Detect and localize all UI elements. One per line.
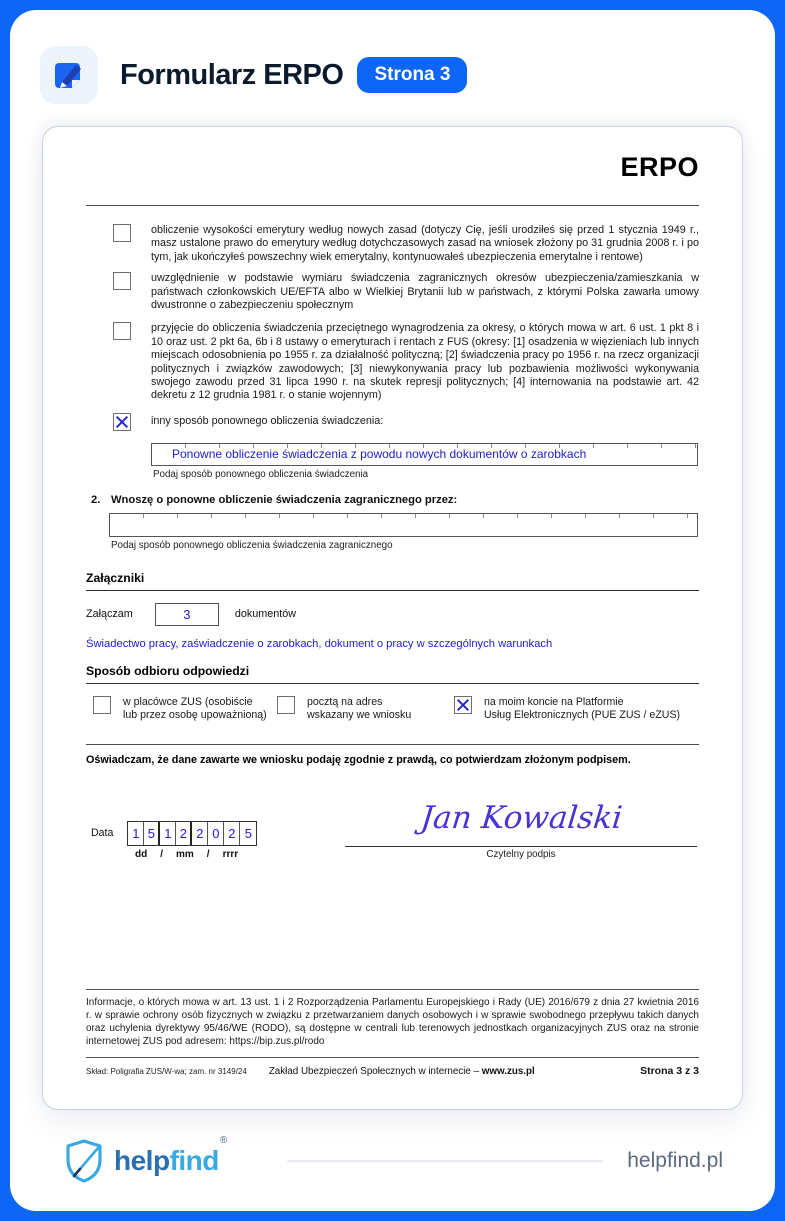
app-card [10, 10, 775, 1211]
date-digit[interactable]: 2 [224, 822, 240, 845]
header [40, 46, 467, 104]
other-method-input[interactable] [151, 443, 698, 466]
date-digit[interactable]: 0 [208, 822, 224, 845]
registered-mark: ® [219, 1135, 227, 1146]
foreign-benefit-input[interactable] [109, 513, 698, 537]
option-row-other-method [113, 413, 699, 431]
option-row-foreign-periods [113, 272, 699, 312]
attachments-label-before: Załączam [86, 608, 133, 621]
attachments-label-after: dokumentów [234, 608, 297, 621]
brand-footer [64, 1137, 723, 1185]
date-digit[interactable]: 5 [244, 825, 252, 841]
option-row-new-rules [113, 224, 699, 264]
delivery-option-label: pocztą na adres wskazany we wniosku [307, 695, 412, 721]
attachments-count-input[interactable] [155, 603, 219, 626]
divider [86, 744, 699, 745]
footer-divider [287, 1160, 604, 1162]
checkbox-pue[interactable] [454, 696, 472, 714]
date-format-labels: dd / mm / rrrr [135, 848, 239, 860]
divider [86, 989, 699, 990]
section2-number: 2. [91, 493, 101, 506]
checkbox-average-wage[interactable] [113, 322, 131, 340]
date-digit[interactable]: 1 [128, 822, 144, 845]
document-footer [86, 1065, 699, 1077]
section2-heading [91, 494, 699, 506]
date-signature-row [86, 800, 699, 860]
form-title: ERPO [620, 152, 699, 182]
page-number: Strona 3 z 3 [640, 1065, 699, 1077]
x-mark-icon [114, 414, 130, 430]
site-link[interactable]: helpfind.pl [627, 1149, 723, 1172]
date-digit[interactable]: 2 [176, 822, 192, 845]
date-label: Data [91, 827, 114, 840]
form-edit-icon [40, 46, 98, 104]
zus-info: Zakład Ubezpieczeń Społecznych w internecie – www.zus.pl [268, 1066, 535, 1077]
attachments-row [86, 603, 699, 626]
attachments-count-value: 3 [183, 606, 191, 622]
checkbox-new-rules[interactable] [113, 224, 131, 242]
delivery-option-label: w placówce ZUS (osobiście lub przez osobę upoważnioną) [123, 695, 267, 721]
foreign-benefit-hint: Podaj sposób ponownego obliczenia świadczenia zagranicznego [111, 539, 393, 551]
option-label: uwzględnienie w podstawie wymiaru świadczenia zagranicznych okresów ubezpieczenia/zamieszkania w państwach członkowskich UE/EFTA albo w Wielkiej Brytanii lub w państwach, z którymi Polska zawarła umowy dwustronne o zabezpieczeniu społecznym [151, 272, 699, 312]
divider [86, 1057, 699, 1058]
page-title: Formularz ERPO [120, 58, 344, 91]
attachments-description: Świadectwo pracy, zaświadczenie o zarobkach, dokument o pracy w szczególnych warunkach [86, 637, 553, 650]
other-method-value: Ponowne obliczenie świadczenia z powodu nowych dokumentów o zarobkach [172, 447, 587, 462]
delivery-options [86, 696, 699, 722]
declaration-text: Oświadczam, że dane zawarte we wniosku podaję zgodnie z prawdą, co potwierdzam złożonym podpisem. [86, 753, 631, 766]
attachments-heading: Załączniki [86, 571, 699, 591]
date-digit[interactable]: 1 [160, 822, 176, 845]
checkbox-foreign-periods[interactable] [113, 272, 131, 290]
shield-pen-icon [64, 1138, 104, 1184]
brand-wordmark: helpfind® [114, 1135, 227, 1176]
delivery-option-label: na moim koncie na Platformie Usług Elektronicznych (PUE ZUS / eZUS) [484, 695, 681, 721]
date-block [91, 821, 257, 860]
helpfind-logo [64, 1135, 227, 1184]
divider [86, 205, 699, 206]
checkbox-other-method[interactable] [113, 413, 131, 431]
signature-caption: Czytelny podpis [486, 848, 556, 860]
delivery-option-pue [454, 696, 680, 722]
signature-value: Jan Kowalski [418, 799, 625, 836]
rodo-notice: Informacje, o których mowa w art. 13 ust. 1 i 2 Rozporządzenia Parlamentu Europejskiego i Rady (UE) 2016/679 z dnia 27 kwietnia 2016 r. w sprawie ochrony osób fizycznych w związku z przetwarzaniem danych osobowych i w sprawie swobodnego przepływu takich danych oraz uchylenia dyrektywy 95/46/WE (RODO), są dostępne w centrali lub terenowych jednostkach organizacyjnych ZUS oraz na stronie internetowej ZUS pod adresem: https://bip.zus.pl/rodo [86, 997, 699, 1047]
document-footer-area [86, 989, 699, 1077]
option-label: obliczenie wysokości emerytury według nowych zasad (dotyczy Cię, jeśli urodziłeś się przed 1 stycznia 1949 r., masz ustalone prawo do emerytury według dotychczasowych zasad na wniosek złożony po 31 grudnia 2008 r. i po tym, jak ukończyłeś powszechny wiek emerytalny, kontynuowałeś ubezpieczenia emerytalne i rentowe) [151, 224, 699, 263]
date-digit[interactable]: 5 [144, 822, 160, 845]
x-mark-icon [455, 697, 471, 713]
print-info: Skład: Poligrafia ZUS/W-wa; zam. nr 3149/24 [86, 1067, 247, 1076]
checkbox-post[interactable] [277, 696, 295, 714]
date-input[interactable] [127, 821, 257, 846]
signature-block [345, 800, 697, 860]
delivery-option-zus-branch [93, 696, 277, 722]
section2-label: Wnoszę o ponowne obliczenie świadczenia zagranicznego przez: [111, 493, 458, 506]
delivery-option-post [277, 696, 454, 722]
checkbox-zus-branch[interactable] [93, 696, 111, 714]
date-digit[interactable]: 2 [192, 822, 208, 845]
zus-url: www.zus.pl [481, 1066, 535, 1077]
erpo-document [42, 126, 743, 1110]
signature-line[interactable] [345, 846, 697, 847]
note-pencil-icon [52, 58, 86, 92]
page-badge: Strona 3 [357, 57, 467, 93]
option-label: inny sposób ponownego obliczenia świadczenia: [151, 414, 384, 427]
option-row-average-wage [113, 322, 699, 402]
delivery-heading: Sposób odbioru odpowiedzi [86, 664, 699, 684]
option-label: przyjęcie do obliczenia świadczenia przeciętnego wynagrodzenia za okresy, o których mowa w art. 6 ust. 1 pkt 8 i 10 oraz ust. 2 pkt 6a, 6b i 8 ustawy o emeryturach i rentach z FUS (okresy: [1] osadzenia w więzieniach lub innych miejscach odosobnienia po 1955 r. za działalność polityczną; [2] świadczenia pracy po 1956 r. na rzecz organizacji politycznych i związków zawodowych; [3] niewykonywania pracy lub pozbawienia możliwości wykonywania swojego zawodu przed 31 lipca 1990 r. na skutek represji politycznych; [4] internowania na podstawie art. 42 dekretu z 12 grudnia 1981 r. o stanie wojennym) [151, 322, 699, 402]
other-method-hint: Podaj sposób ponownego obliczenia świadczenia [153, 468, 369, 480]
